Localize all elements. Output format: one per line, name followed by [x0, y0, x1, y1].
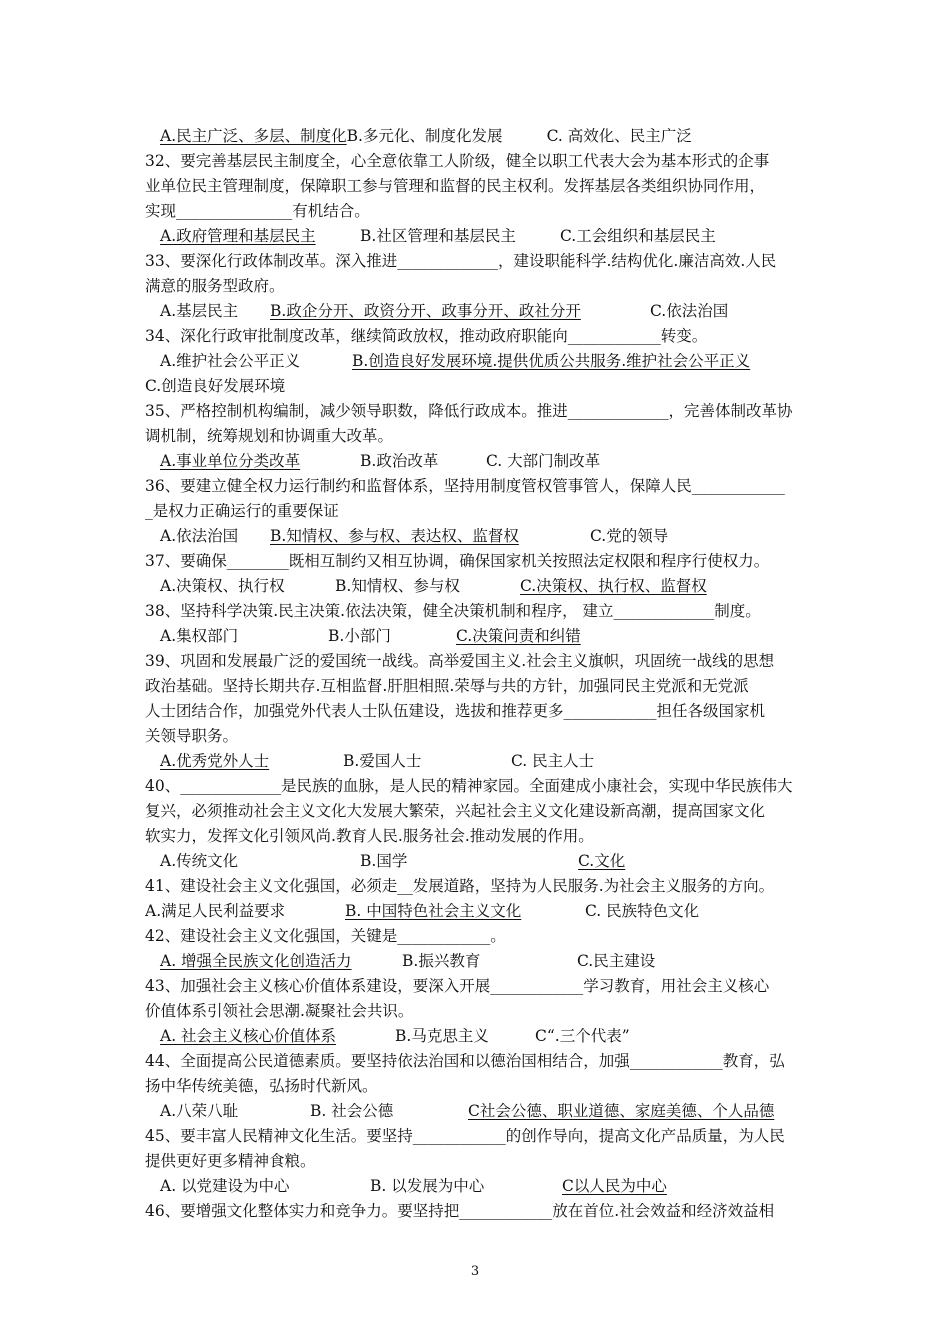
correct-answer-option: A.事业单位分类改革 [160, 452, 301, 470]
answer-option: C.民主建设 [577, 952, 656, 970]
answer-option: B.爱国人士 [343, 752, 422, 770]
question-text: 38、坚持科学决策.民主决策.依法决策，健全决策机制和程序， 建立_____________制度。 [145, 602, 761, 620]
answer-options-line [145, 899, 817, 924]
answer-options-line [145, 624, 817, 649]
question-text-line [145, 824, 817, 849]
answer-options-line [145, 574, 817, 599]
question-text-line [145, 1074, 817, 1099]
answer-option: A.基层民主 [160, 302, 239, 320]
answer-options-line [145, 1174, 817, 1199]
question-text-line [145, 774, 817, 799]
question-text-line [145, 549, 817, 574]
question-text-line [145, 1149, 817, 1174]
question-text-line [145, 1124, 817, 1149]
page-number: 3 [470, 1264, 480, 1279]
question-text: 满意的服务型政府。 [145, 277, 285, 295]
question-text-line [145, 674, 817, 699]
document-body [145, 124, 817, 1224]
question-text: 调机制，统筹规划和协调重大改革。 [145, 427, 394, 445]
correct-answer-option: A.政府管理和基层民主 [160, 227, 316, 245]
question-text: 33、要深化行政体制改革。深入推进_____________，建设职能科学.结构优化.廉洁高效.人民 [145, 252, 777, 270]
question-text: 软实力，发挥文化引领风尚.教育人民.服务社会.推动发展的作用。 [145, 827, 594, 845]
answer-option: A. 以党建设为中心 [160, 1177, 290, 1195]
answer-options-line [145, 1099, 817, 1124]
answer-option: B.社区管理和基层民主 [360, 227, 516, 245]
answer-option: A.传统文化 [160, 852, 239, 870]
answer-option: B. 以发展为中心 [370, 1177, 485, 1195]
correct-answer-option: C以人民为中心 [562, 1177, 667, 1195]
question-text: 37、要确保________既相互制约又相互协调，确保国家机关按照法定权限和程序行使权力。 [145, 552, 770, 570]
question-text: 32、要完善基层民主制度全，心全意依靠工人阶级，健全以职工代表大会为基本形式的企事 [145, 152, 770, 170]
question-text: 40、_____________是民族的血脉，是人民的精神家园。全面建成小康社会，实现中华民族伟大 [145, 777, 793, 795]
question-text: C.创造良好发展环境 [145, 377, 286, 395]
answer-option: B.振兴教育 [402, 952, 481, 970]
answer-options-line [145, 224, 817, 249]
answer-option: B.政治改革 [360, 452, 439, 470]
question-text: 45、要丰富人民精神文化生活。要坚持____________的创作导向，提高文化产品质量，为人民 [145, 1127, 785, 1145]
correct-answer-option: A. 增强全民族文化创造活力 [160, 952, 352, 970]
question-text-line [145, 499, 817, 524]
answer-options-line [145, 124, 817, 149]
question-text: 人士团结合作，加强党外代表人士队伍建设，选拔和推荐更多____________担任各级国家机 [145, 702, 766, 720]
answer-option: A.维护社会公平正义 [160, 352, 301, 370]
question-text-line [145, 149, 817, 174]
question-text: 实现_______________有机结合。 [145, 202, 370, 220]
question-text-line [145, 474, 817, 499]
question-text: _是权力正确运行的重要保证 [145, 502, 339, 520]
correct-answer-option: B.知情权、参与权、表达权、监督权 [270, 527, 519, 545]
answer-option: A.满足人民利益要求 [145, 902, 286, 920]
answer-option: B.多元化、制度化发展 [346, 127, 503, 145]
answer-options-line [145, 299, 817, 324]
correct-answer-option: C.文化 [578, 852, 626, 870]
answer-option: B.知情权、参与权 [335, 577, 460, 595]
question-text-line [145, 699, 817, 724]
answer-option: B.小部门 [328, 627, 391, 645]
question-text-line [145, 424, 817, 449]
question-text-line [145, 799, 817, 824]
correct-answer-option: B.创造良好发展环境.提供优质公共服务.维护社会公平正义 [352, 352, 751, 370]
answer-option: A.八荣八耻 [160, 1102, 239, 1120]
answer-options-line [145, 949, 817, 974]
question-text: 34、深化行政审批制度改革，继续简政放权，推动政府职能向____________转变。 [145, 327, 708, 345]
question-text-line [145, 999, 817, 1024]
answer-option: A.依法治国 [160, 527, 239, 545]
question-text: 43、加强社会主义核心价值体系建设，要深入开展____________学习教育，用社会主义核心 [145, 977, 770, 995]
question-text-line [145, 724, 817, 749]
question-text: 41、建设社会主义文化强国，必须走__发展道路，坚持为人民服务.为社会主义服务的方向。 [145, 877, 775, 895]
answer-option: C. 民族特色文化 [585, 902, 700, 920]
answer-option: C.党的领导 [590, 527, 669, 545]
answer-options-line [145, 1024, 817, 1049]
answer-options-line [145, 449, 817, 474]
question-text: 36、要建立健全权力运行制约和监督体系，坚持用制度管权管事管人，保障人民____________ [145, 477, 785, 495]
answer-options-line [145, 749, 817, 774]
question-text-line [145, 599, 817, 624]
question-text-line [145, 924, 817, 949]
answer-options-line [145, 849, 817, 874]
question-text-line [145, 1199, 817, 1224]
question-text: 44、全面提高公民道德素质。要坚持依法治国和以德治国相结合，加强____________教育，弘 [145, 1052, 785, 1070]
question-text-line [145, 399, 817, 424]
correct-answer-option: A. 社会主义核心价值体系 [160, 1027, 337, 1045]
question-text: 业单位民主管理制度，保障职工参与管理和监督的民主权利。发挥基层各类组织协同作用， [145, 177, 766, 195]
question-text: 关领导职务。 [145, 727, 239, 745]
answer-option: B. 社会公德 [310, 1102, 394, 1120]
question-text: 39、巩固和发展最广泛的爱国统一战线。高举爱国主义.社会主义旗帜，巩固统一战线的思想 [145, 652, 775, 670]
answer-option: C. 大部门制改革 [486, 452, 601, 470]
answer-options-line [145, 349, 817, 374]
question-text: 35、严格控制机构编制，减少领导职数，降低行政成本。推进_____________，完善体制改革协 [145, 402, 793, 420]
answer-option: C. 高效化、民主广泛 [546, 127, 692, 145]
question-text-line [145, 874, 817, 899]
question-text-line [145, 1049, 817, 1074]
question-text: 复兴，必须推动社会主义文化大发展大繁荣，兴起社会主义文化建设新高潮，提高国家文化 [145, 802, 766, 820]
answer-option: C.依法治国 [650, 302, 729, 320]
answer-option: C.工会组织和基层民主 [560, 227, 716, 245]
correct-answer-option: B. 中国特色社会主义文化 [345, 902, 522, 920]
question-text: 价值体系引领社会思潮.凝聚社会共识。 [145, 1002, 414, 1020]
correct-answer-option: C社会公德、职业道德、家庭美德、个人品德 [468, 1102, 775, 1120]
question-text-line [145, 974, 817, 999]
answer-option: B.国学 [360, 852, 408, 870]
question-text-line [145, 374, 817, 399]
correct-answer-option: A.民主广泛、多层、制度化 [160, 127, 347, 145]
answer-option: B.马克思主义 [395, 1027, 489, 1045]
correct-answer-option: C.决策权、执行权、监督权 [520, 577, 707, 595]
answer-option: C. 民主人士 [511, 752, 595, 770]
question-text-line [145, 249, 817, 274]
question-text: 46、要增强文化整体实力和竞争力。要坚持把____________放在首位.社会效益和经济效益相 [145, 1202, 775, 1220]
question-text-line [145, 174, 817, 199]
question-text: 政治基础。坚持长期共存.互相监督.肝胆相照.荣辱与共的方针，加强同民主党派和无党派 [145, 677, 749, 695]
question-text-line [145, 199, 817, 224]
question-text-line [145, 324, 817, 349]
question-text-line [145, 274, 817, 299]
answer-options-line [145, 524, 817, 549]
correct-answer-option: B.政企分开、政资分开、政事分开、政社分开 [270, 302, 581, 320]
question-text-line [145, 649, 817, 674]
answer-option: A.决策权、执行权 [160, 577, 285, 595]
answer-option: C“.三个代表” [535, 1027, 630, 1045]
question-text: 42、建设社会主义文化强国，关键是____________。 [145, 927, 506, 945]
correct-answer-option: A.优秀党外人士 [160, 752, 270, 770]
answer-option: A.集权部门 [160, 627, 239, 645]
correct-answer-option: C.决策问责和纠错 [456, 627, 581, 645]
question-text: 扬中华传统美德，弘扬时代新风。 [145, 1077, 378, 1095]
question-text: 提供更好更多精神食粮。 [145, 1152, 316, 1170]
